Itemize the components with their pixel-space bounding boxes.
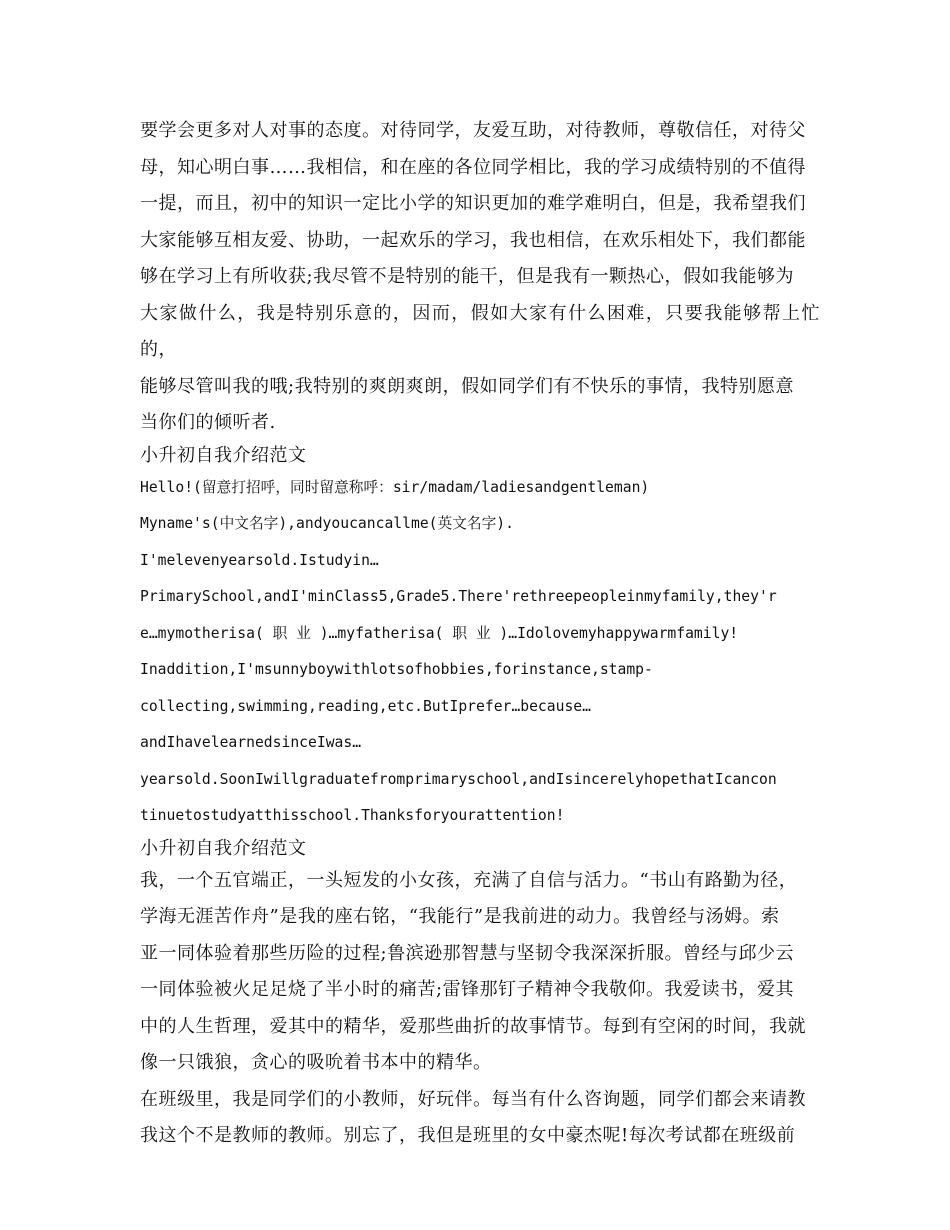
text-line: 中的人生哲理，爱其中的精华，爱那些曲折的故事情节。每到有空闲的时间，我就 bbox=[140, 1015, 806, 1037]
text-line: collecting,swimming,reading,etc.ButIprefer…because… bbox=[140, 697, 591, 715]
text-line: yearsold.SoonIwillgraduatefromprimaryschool,andIsincerelyhopethatIcancon bbox=[140, 770, 777, 788]
text-line: Myname's(中文名字),andyoucancallme(英文名字). bbox=[140, 515, 514, 532]
text-line: 能够尽管叫我的哦;我特别的爽朗爽朗，假如同学们有不快乐的事情，我特别愿意 bbox=[140, 375, 795, 397]
section-heading: 小升初自我介绍范文 bbox=[140, 837, 307, 859]
text-line: 大家能够互相友爱、协助，一起欢乐的学习，我也相信，在欢乐相处下，我们都能 bbox=[140, 229, 806, 251]
paragraph-english-intro bbox=[140, 470, 820, 835]
text-line: 大家做什么，我是特别乐意的，因而，假如大家有什么困难，只要我能够帮上忙的， bbox=[140, 302, 820, 360]
text-line: 够在学习上有所收获;我尽管不是特别的能干，但是我有一颗热心，假如我能够为 bbox=[140, 266, 795, 287]
section-heading: 小升初自我介绍范文 bbox=[140, 444, 307, 466]
text-line: 要学会更多对人对事的态度。对待同学，友爱互助，对待教师，尊敬信任，对待父 bbox=[140, 120, 806, 141]
text-line: 亚一同体验着那些历险的过程;鲁滨逊那智慧与坚韧令我深深折服。曾经与邱少云 bbox=[140, 942, 795, 964]
text-line: Inaddition,I'msunnyboywithlotsofhobbies,forinstance,stamp- bbox=[140, 661, 653, 678]
text-line: andIhavelearnedsinceIwas… bbox=[140, 734, 362, 751]
text-line: PrimarySchool,andI'minClass5,Grade5.There'rethreepeopleinmyfamily,they'r bbox=[140, 588, 777, 605]
paragraph-class-life bbox=[140, 1082, 820, 1155]
paragraph-self-description bbox=[140, 863, 820, 1082]
text-line: 我，一个五官端正，一头短发的小女孩，充满了自信与活力。“书山有路勤为径， bbox=[140, 869, 798, 891]
text-line: 像一只饿狼，贪心的吸吮着书本中的精华。 bbox=[140, 1052, 492, 1073]
text-line: 在班级里，我是同学们的小教师，好玩伴。每当有什么咨询题，同学们都会来请教 bbox=[140, 1088, 806, 1110]
text-line: tinuetostudyatthisschool.Thanksforyourattention! bbox=[140, 807, 565, 824]
text-line: e…mymotherisa( 职 业 )…myfatherisa( 职 业 )…Idolovemyhappywarmfamily! bbox=[140, 624, 739, 642]
text-line: 一同体验被火足足烧了半小时的痛苦;雷锋那钉子精神令我敬仰。我爱读书，爱其 bbox=[140, 979, 795, 1000]
text-line: 一提，而且，初中的知识一定比小学的知识更加的难学难明白，但是，我希望我们 bbox=[140, 193, 806, 214]
text-line: 我这个不是教师的教师。别忘了，我但是班里的女中豪杰呢!每次考试都在班级前 bbox=[140, 1125, 796, 1146]
text-line: I'melevenyearsold.Istudyin… bbox=[140, 551, 379, 569]
paragraph-attitude bbox=[140, 113, 820, 442]
text-line: 母，知心明白事……我相信，和在座的各位同学相比，我的学习成绩特别的不值得 bbox=[140, 156, 806, 178]
document-page bbox=[140, 113, 820, 1155]
text-line: 当你们的倾听者. bbox=[140, 412, 276, 433]
text-line: Hello!(留意打招呼，同时留意称呼：sir/madam/ladiesandgentleman) bbox=[140, 478, 650, 496]
text-line: 学海无涯苦作舟”是我的座右铭，“我能行”是我前进的动力。我曾经与汤姆。索 bbox=[140, 906, 780, 927]
